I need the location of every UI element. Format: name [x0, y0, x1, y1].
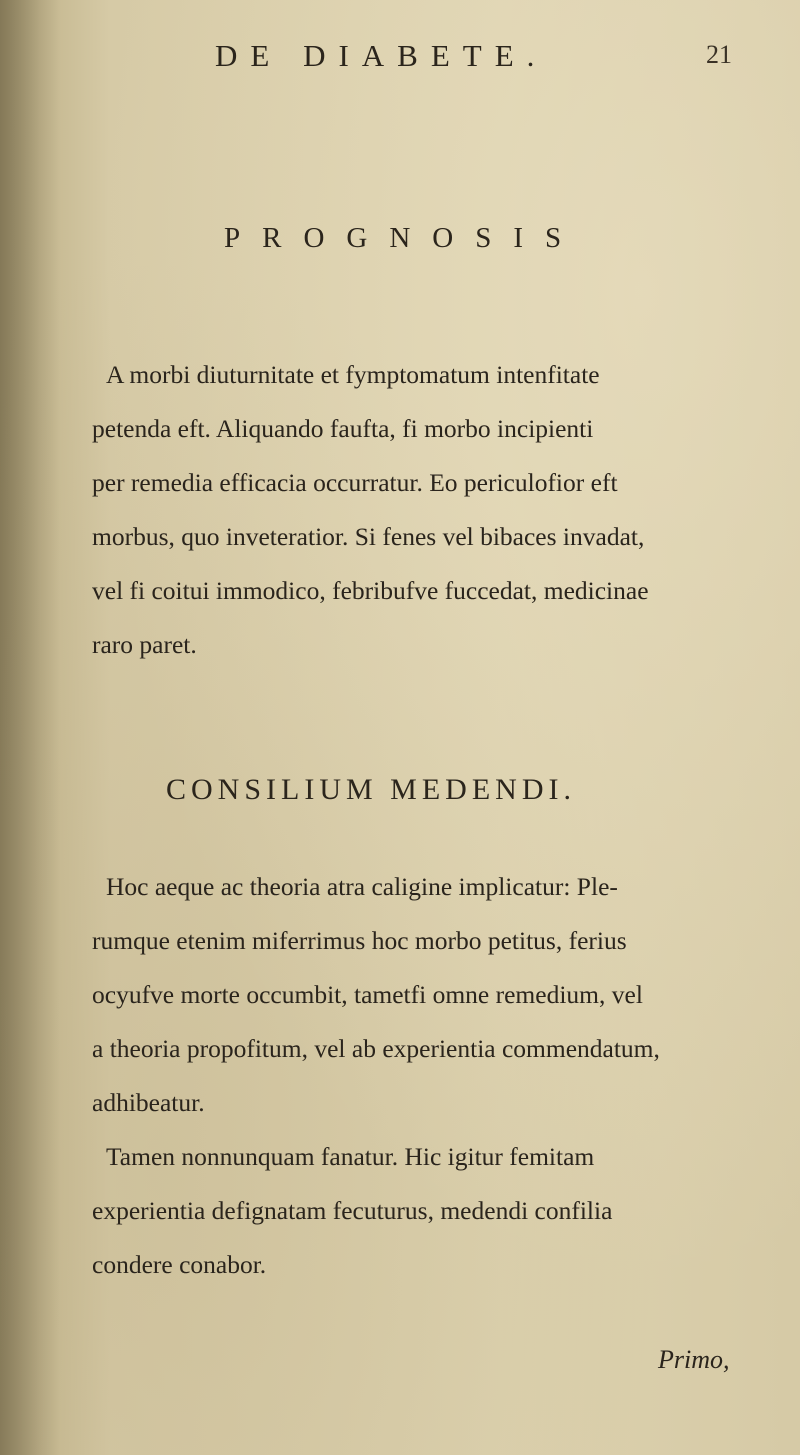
text-line: raro paret. [92, 630, 197, 659]
section-heading-prognosis: PROGNOSIS [224, 222, 584, 254]
text-line: condere conabor. [92, 1250, 267, 1279]
paragraph-prognosis [92, 348, 732, 672]
section-heading-consilium: CONSILIUM MEDENDI. [166, 773, 576, 806]
page-number: 21 [706, 40, 732, 69]
text-line: morbus, quo inveteratior. Si fenes vel bibaces invadat, [92, 522, 645, 551]
running-head [0, 38, 800, 82]
gutter-shadow [0, 0, 60, 1455]
text-line: Hoc aeque ac theoria atra caligine implicatur: Ple- [106, 872, 618, 901]
text-line: adhibeatur. [92, 1088, 205, 1117]
paragraph-consilium-1 [92, 860, 732, 1130]
catchword: Primo, [658, 1345, 730, 1374]
text-line: A morbi diuturnitate et fymptomatum intenfitate [106, 360, 600, 389]
text-line: petenda eft. Aliquando faufta, fi morbo incipienti [92, 414, 594, 443]
text-line: ocyufve morte occumbit, tametfi omne remedium, vel [92, 980, 643, 1009]
text-line: a theoria propofitum, vel ab experientia commendatum, [92, 1034, 660, 1063]
text-line: vel fi coitui immodico, febribufve fuccedat, medicinae [92, 576, 649, 605]
text-line: rumque etenim miferrimus hoc morbo petitus, ferius [92, 926, 627, 955]
text-line: per remedia efficacia occurratur. Eo periculofior eft [92, 468, 618, 497]
text-line: Tamen nonnunquam fanatur. Hic igitur femitam [106, 1142, 595, 1171]
text-line: experientia defignatam fecuturus, medendi confilia [92, 1196, 613, 1225]
running-title: DE DIABETE. [215, 38, 548, 73]
paragraph-consilium-2 [92, 1130, 732, 1292]
